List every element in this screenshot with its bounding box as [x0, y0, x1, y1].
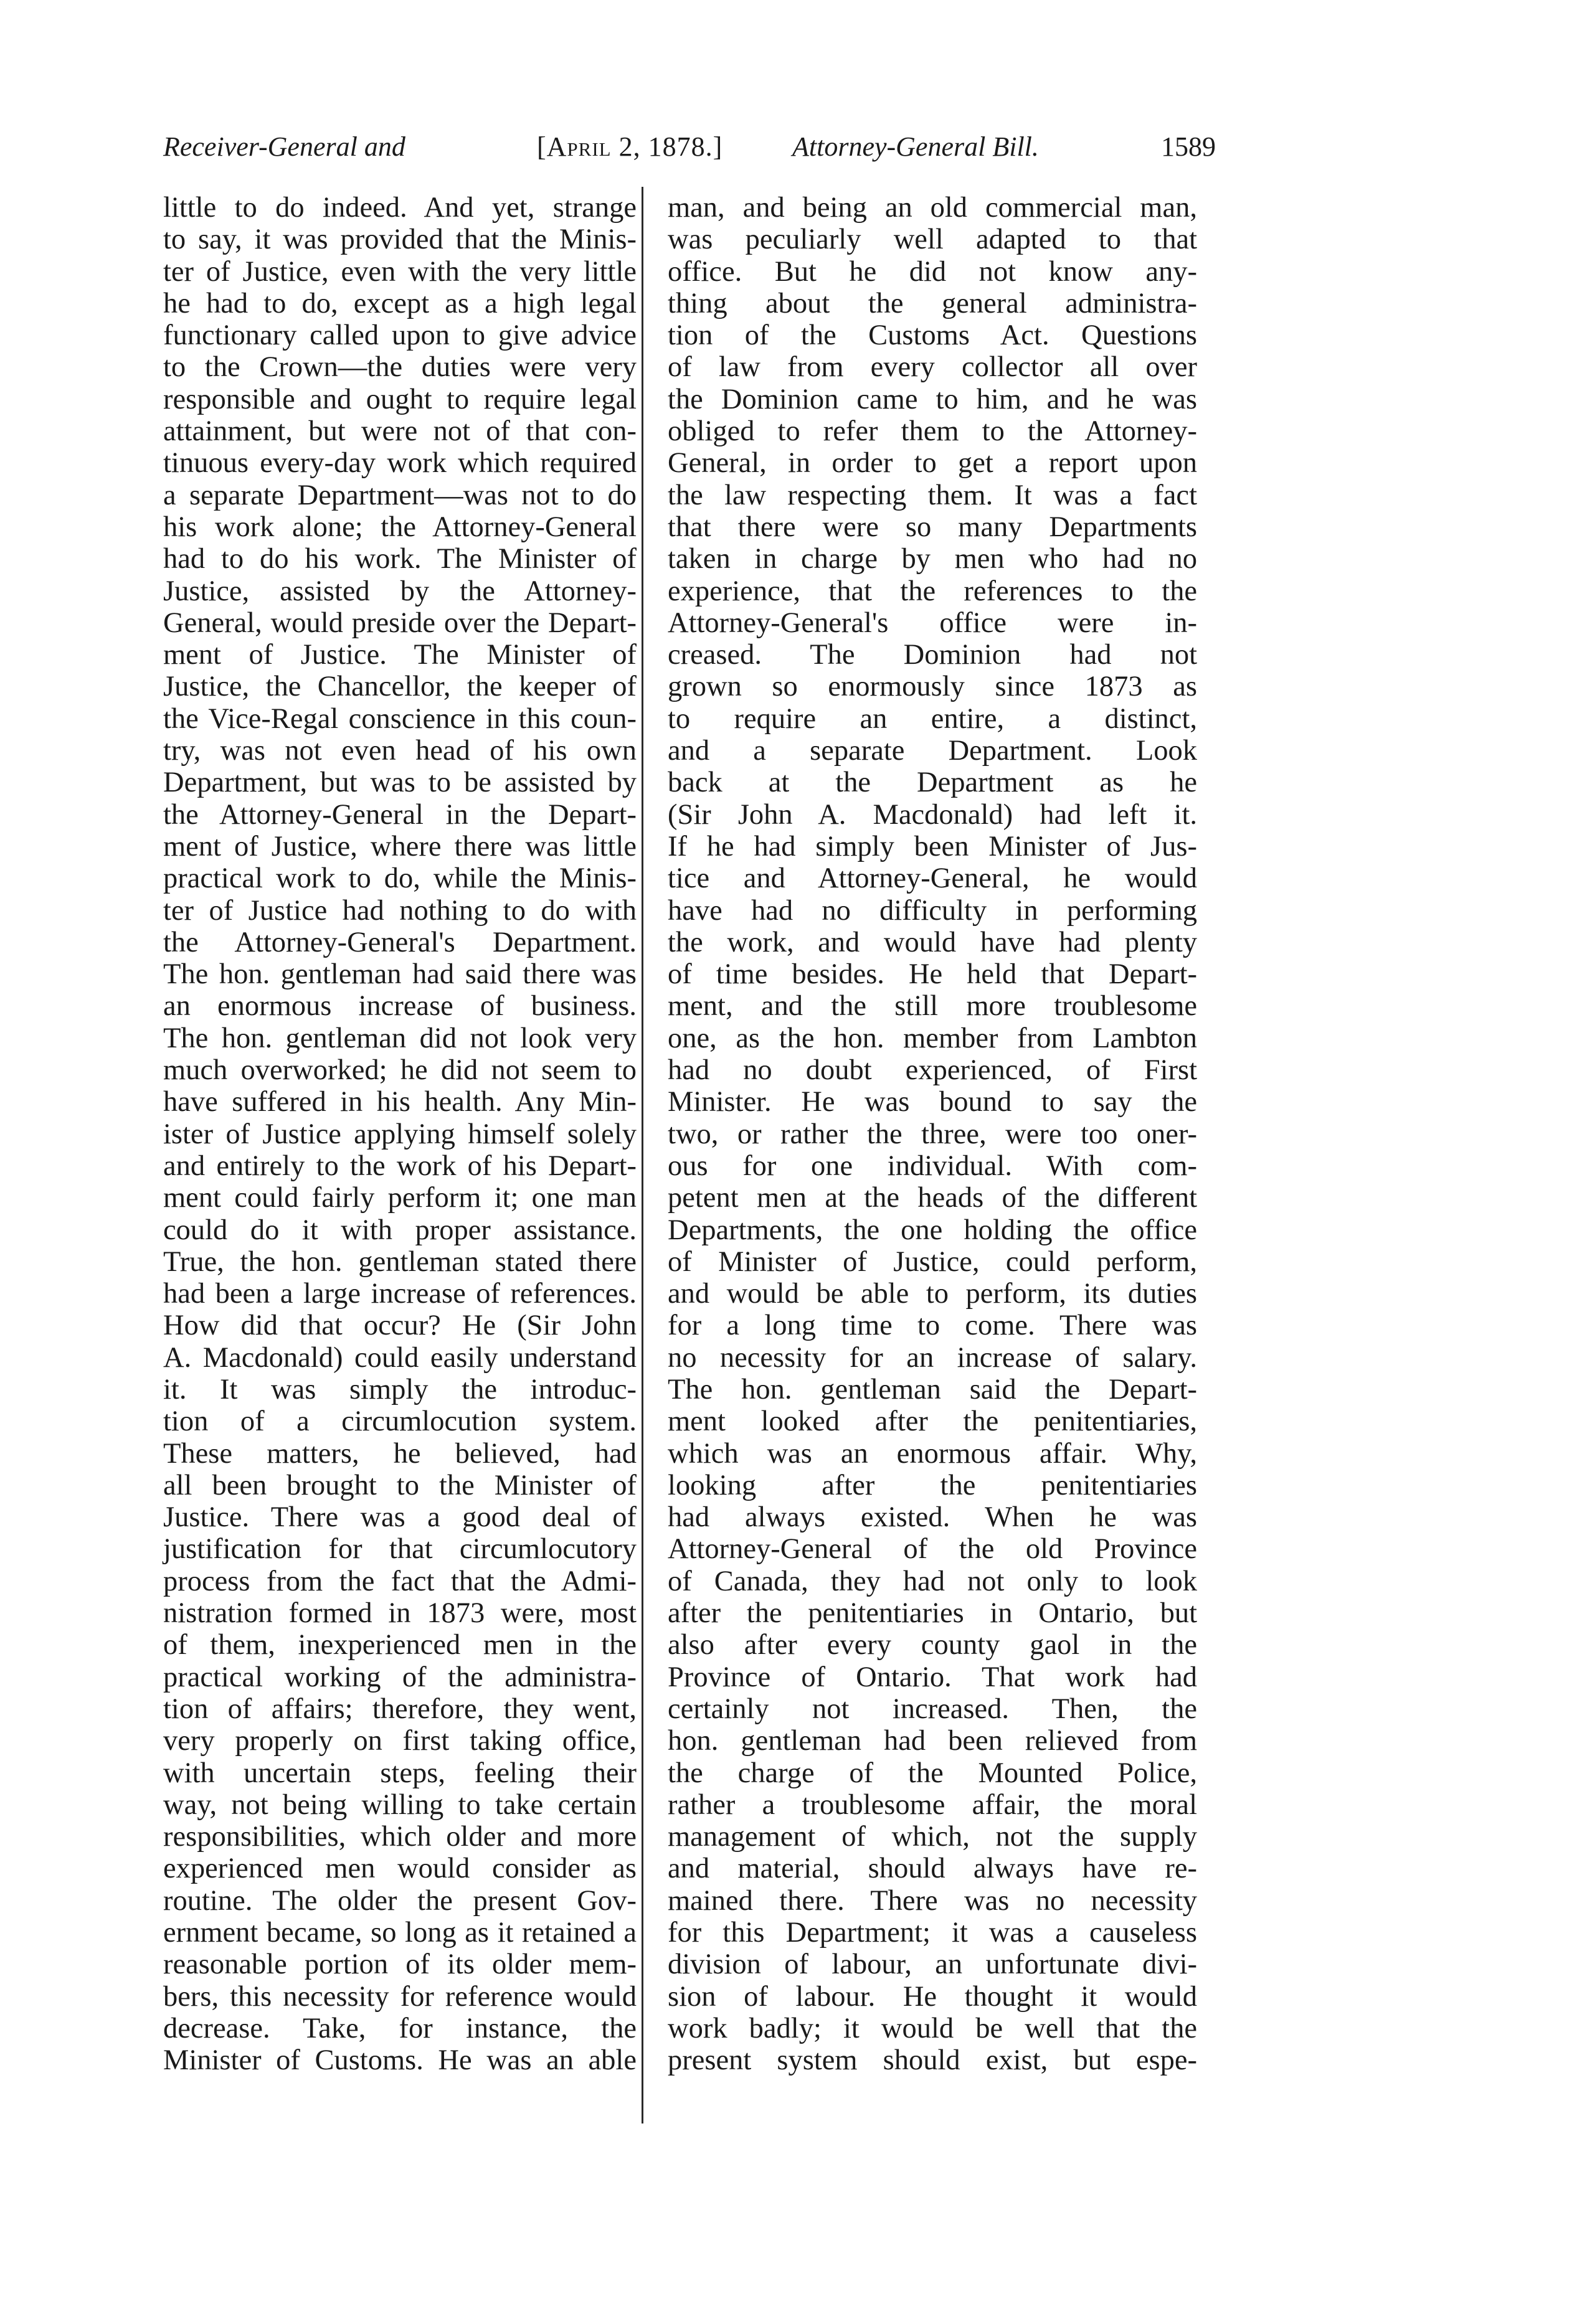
text-line: two, or rather the three, were too oner-	[668, 1118, 1197, 1150]
text-line: of them, inexperienced men in the	[163, 1629, 637, 1661]
text-line: with uncertain steps, feeling their	[163, 1757, 637, 1789]
text-line: tion of affairs; therefore, they went,	[163, 1693, 637, 1725]
text-line: the charge of the Mounted Police,	[668, 1757, 1197, 1789]
text-line: Departments, the one holding the office	[668, 1214, 1197, 1246]
text-line: also after every county gaol in the	[668, 1629, 1197, 1661]
text-line: to require an entire, a distinct,	[668, 702, 1197, 735]
text-line: experienced men would consider as	[163, 1853, 637, 1885]
text-line: division of labour, an unfortunate divi-	[668, 1948, 1197, 1981]
text-line: Justice. There was a good deal of	[163, 1501, 637, 1534]
text-line: much overworked; he did not seem to	[163, 1054, 637, 1087]
header-left-title: Receiver-General and	[163, 131, 405, 162]
text-line: of Minister of Justice, could perform,	[668, 1245, 1197, 1278]
text-line: How did that occur? He (Sir John	[163, 1310, 637, 1342]
text-line: Province of Ontario. That work had	[668, 1661, 1197, 1693]
text-line: The hon. gentleman had said there was	[163, 958, 637, 991]
header-date: [April 2, 1878.]	[537, 131, 723, 162]
text-line: office. But he did not know any-	[668, 255, 1197, 288]
header-date-month: April	[546, 131, 612, 162]
text-line: Attorney-General's office were in-	[668, 607, 1197, 639]
text-line: that there were so many Departments	[668, 511, 1197, 543]
right-text-column	[668, 192, 1197, 2077]
text-line: looking after the penitentiaries	[668, 1469, 1197, 1501]
text-line: mained there. There was no necessity	[668, 1884, 1197, 1917]
text-line: and entirely to the work of his Depart-	[163, 1150, 637, 1182]
text-line: management of which, not the supply	[668, 1821, 1197, 1853]
text-line: could do it with proper assistance.	[163, 1214, 637, 1246]
text-line: try, was not even head of his own	[163, 735, 637, 767]
text-line: had been a large increase of references.	[163, 1278, 637, 1310]
text-line: after the penitentiaries in Ontario, but	[668, 1597, 1197, 1630]
text-line: reasonable portion of its older mem-	[163, 1948, 637, 1981]
text-line: hon. gentleman had been relieved from	[668, 1725, 1197, 1757]
text-line: no necessity for an increase of salary.	[668, 1341, 1197, 1374]
text-line: have suffered in his health. Any Min-	[163, 1086, 637, 1118]
text-line: for a long time to come. There was	[668, 1310, 1197, 1342]
text-line: man, and being an old commercial man,	[668, 192, 1197, 224]
text-line: he had to do, except as a high legal	[163, 287, 637, 319]
text-line: of time besides. He held that Depart-	[668, 958, 1197, 991]
text-line: General, in order to get a report upon	[668, 447, 1197, 479]
text-line: the work, and would have had plenty	[668, 926, 1197, 958]
column-divider	[642, 187, 643, 2123]
text-line: the law respecting them. It was a fact	[668, 479, 1197, 511]
text-line: was peculiarly well adapted to that	[668, 224, 1197, 256]
text-line: ernment became, so long as it retained a	[163, 1917, 637, 1949]
text-line: Justice, the Chancellor, the keeper of	[163, 671, 637, 703]
text-line: tion of the Customs Act. Questions	[668, 319, 1197, 352]
text-line: way, not being willing to take certain	[163, 1788, 637, 1821]
text-line: The hon. gentleman did not look very	[163, 1022, 637, 1054]
text-line: True, the hon. gentleman stated there	[163, 1245, 637, 1278]
text-line: experience, that the references to the	[668, 575, 1197, 607]
text-line: ment, and the still more troublesome	[668, 990, 1197, 1023]
text-line: practical work to do, while the Minis-	[163, 862, 637, 895]
left-text-column	[163, 192, 637, 2077]
text-line: Minister. He was bound to say the	[668, 1086, 1197, 1118]
text-line: ter of Justice, even with the very little	[163, 255, 637, 288]
text-line: Justice, assisted by the Attorney-	[163, 575, 637, 607]
text-line: thing about the general administra-	[668, 287, 1197, 319]
text-line: little to do indeed. And yet, strange	[163, 192, 637, 224]
text-line: an enormous increase of business.	[163, 990, 637, 1023]
text-line: the Attorney-General's Department.	[163, 926, 637, 958]
text-line: for this Department; it was a causeless	[668, 1917, 1197, 1949]
text-line: Department, but was to be assisted by	[163, 767, 637, 799]
text-line: back at the Department as he	[668, 767, 1197, 799]
text-line: rather a troublesome affair, the moral	[668, 1788, 1197, 1821]
text-line: sion of labour. He thought it would	[668, 1980, 1197, 2013]
text-line: A. Macdonald) could easily understand	[163, 1341, 637, 1374]
text-line: it. It was simply the introduc-	[163, 1373, 637, 1405]
text-line: Minister of Customs. He was an able	[163, 2044, 637, 2077]
text-line: which was an enormous affair. Why,	[668, 1437, 1197, 1470]
text-line: grown so enormously since 1873 as	[668, 671, 1197, 703]
text-line: to the Crown—the duties were very	[163, 351, 637, 384]
text-line: of law from every collector all over	[668, 351, 1197, 384]
text-line: bers, this necessity for reference would	[163, 1980, 637, 2013]
text-line: functionary called upon to give advice	[163, 319, 637, 352]
text-line: General, would preside over the Depart-	[163, 607, 637, 639]
running-header	[163, 131, 1216, 174]
text-line: the Vice-Regal conscience in this coun-	[163, 702, 637, 735]
text-line: ter of Justice had nothing to do with	[163, 894, 637, 927]
text-line: (Sir John A. Macdonald) had left it.	[668, 798, 1197, 831]
page-number: 1589	[1161, 131, 1216, 162]
text-line: The hon. gentleman said the Depart-	[668, 1373, 1197, 1405]
text-line: These matters, he believed, had	[163, 1437, 637, 1470]
text-line: present system should exist, but espe-	[668, 2044, 1197, 2077]
text-line: process from the fact that the Admi-	[163, 1565, 637, 1597]
text-line: certainly not increased. Then, the	[668, 1693, 1197, 1725]
text-line: nistration formed in 1873 were, most	[163, 1597, 637, 1630]
text-line: a separate Department—was not to do	[163, 479, 637, 511]
text-line: and material, should always have re-	[668, 1853, 1197, 1885]
text-line: ment of Justice. The Minister of	[163, 639, 637, 671]
text-line: creased. The Dominion had not	[668, 639, 1197, 671]
text-line: If he had simply been Minister of Jus-	[668, 830, 1197, 862]
text-line: routine. The older the present Gov-	[163, 1884, 637, 1917]
text-line: responsibilities, which older and more	[163, 1821, 637, 1853]
text-line: tice and Attorney-General, he would	[668, 862, 1197, 895]
text-line: to say, it was provided that the Minis-	[163, 224, 637, 256]
text-line: practical working of the administra-	[163, 1661, 637, 1693]
text-line: Attorney-General of the old Province	[668, 1533, 1197, 1566]
text-line: very properly on first taking office,	[163, 1725, 637, 1757]
text-line: attainment, but were not of that con-	[163, 415, 637, 448]
text-line: taken in charge by men who had no	[668, 543, 1197, 575]
text-line: the Dominion came to him, and he was	[668, 383, 1197, 415]
text-line: the Attorney-General in the Depart-	[163, 798, 637, 831]
text-line: all been brought to the Minister of	[163, 1469, 637, 1501]
text-line: obliged to refer them to the Attorney-	[668, 415, 1197, 448]
text-line: ment could fairly perform it; one man	[163, 1182, 637, 1214]
text-line: justification for that circumlocutory	[163, 1533, 637, 1566]
text-line: have had no difficulty in performing	[668, 894, 1197, 927]
text-line: tinuous every-day work which required	[163, 447, 637, 479]
text-line: responsible and ought to require legal	[163, 383, 637, 415]
text-line: had always existed. When he was	[668, 1501, 1197, 1534]
text-line: decrease. Take, for instance, the	[163, 2012, 637, 2044]
text-line: ister of Justice applying himself solely	[163, 1118, 637, 1150]
text-line: and a separate Department. Look	[668, 735, 1197, 767]
text-line: ous for one individual. With com-	[668, 1150, 1197, 1182]
text-line: his work alone; the Attorney-General	[163, 511, 637, 543]
text-line: ment looked after the penitentiaries,	[668, 1405, 1197, 1438]
text-line: ment of Justice, where there was little	[163, 830, 637, 862]
text-line: one, as the hon. member from Lambton	[668, 1022, 1197, 1054]
text-line: petent men at the heads of the different	[668, 1182, 1197, 1214]
text-line: and would be able to perform, its duties	[668, 1278, 1197, 1310]
text-line: had to do his work. The Minister of	[163, 543, 637, 575]
text-line: had no doubt experienced, of First	[668, 1054, 1197, 1087]
text-line: tion of a circumlocution system.	[163, 1405, 637, 1438]
header-right-title: Attorney-General Bill.	[792, 131, 1039, 162]
text-line: work badly; it would be well that the	[668, 2012, 1197, 2044]
text-line: of Canada, they had not only to look	[668, 1565, 1197, 1597]
